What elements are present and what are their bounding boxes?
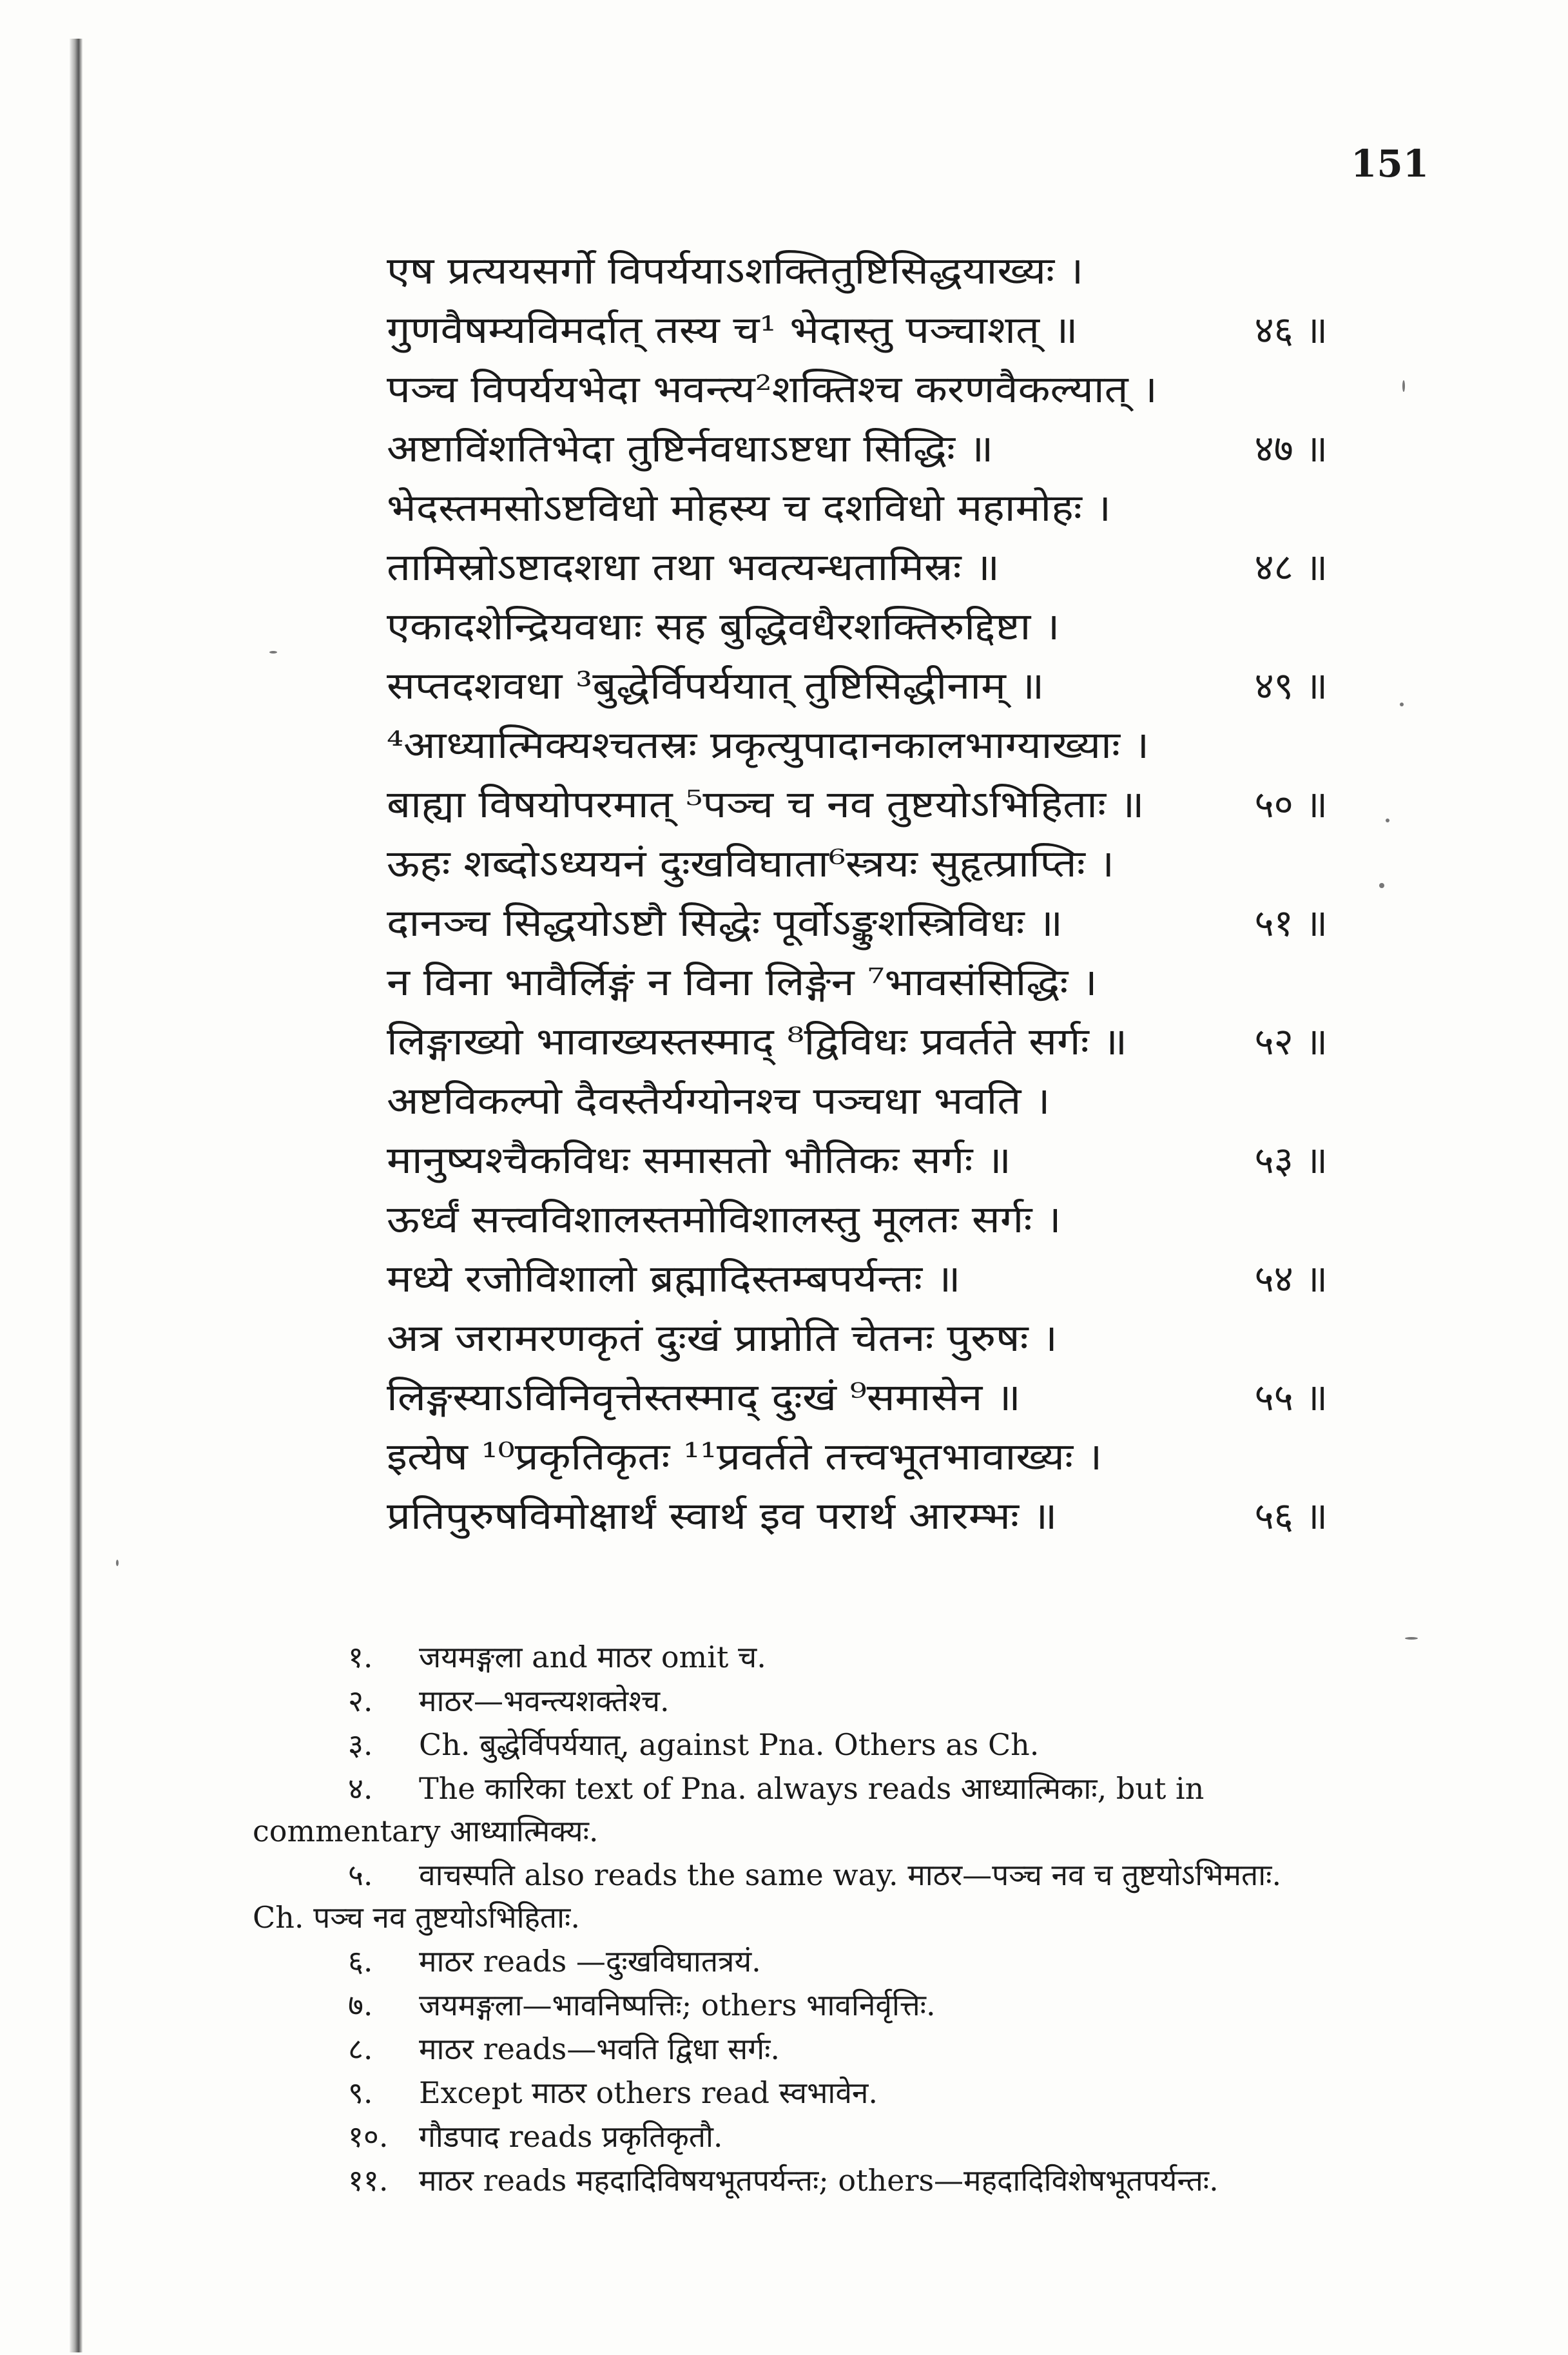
verse-line: अष्टाविंशतिभेदा तुष्टिर्नवधाऽष्टधा सिद्धिः ॥ ४७ ॥ xyxy=(387,427,1328,470)
verse-line: ऊहः शब्दोऽध्ययनं दुःखविघाता⁶स्त्रयः सुहृत्प्राप्तिः । xyxy=(387,842,1115,886)
verse-line: भेदस्तमसोऽष्टविधो मोहस्य च दशविधो महामोहः । xyxy=(387,486,1112,530)
verse-line: अष्टविकल्पो दैवस्तैर्यग्योनश्च पञ्चधा भवति । xyxy=(387,1079,1050,1123)
verse-line: पञ्च विपर्ययभेदा भवन्त्य²शक्तिश्च करणवैकल्यात् । xyxy=(387,367,1157,411)
verse-line: मध्ये रजोविशालो ब्रह्मादिस्तम्बपर्यन्तः ॥ ५४ ॥ xyxy=(387,1257,1328,1301)
verse-line: दानञ्च सिद्धयोऽष्टौ सिद्धेः पूर्वोऽङ्कुशस्त्रिविधः ॥ ५१ ॥ xyxy=(387,901,1328,945)
verse-line: बाह्या विषयोपरमात् ⁵पञ्च च नव तुष्टयोऽभिहिताः ॥ ५० ॥ xyxy=(387,782,1328,826)
footnote-marker: ८. xyxy=(348,2031,373,2066)
scan-speck xyxy=(1386,819,1389,822)
footnote xyxy=(348,1725,1039,1765)
verse-line: इत्येष ¹⁰प्रकृतिकृतः ¹¹प्रवर्तते तत्त्वभूतभावाख्यः । xyxy=(387,1435,1103,1478)
scan-speck xyxy=(269,651,277,654)
footnote-marker: ७. xyxy=(348,1988,373,2022)
footnote xyxy=(348,1855,1281,1895)
verse-line: ⁴आध्यात्मिक्यश्चतस्रः प्रकृत्युपादानकालभाग्याख्याः । xyxy=(387,723,1150,767)
scan-speck xyxy=(1379,883,1384,888)
footnote-text: जयमङ्गला—भावनिष्पत्तिः; others भावनिर्वृत्तिः. xyxy=(419,1988,936,2022)
footnote xyxy=(348,2160,1219,2200)
footnote xyxy=(348,2117,723,2156)
verse-line: मानुष्यश्चैकविधः समासतो भौतिकः सर्गः ॥ ५३ ॥ xyxy=(387,1138,1328,1182)
footnote-text: वाचस्पति also reads the same way. माठर—पञ्च नव च तुष्टयोऽभिमताः. xyxy=(419,1857,1282,1892)
footnote-marker: २. xyxy=(348,1683,373,1718)
footnote-marker: ११. xyxy=(348,2163,389,2198)
footnote xyxy=(348,1681,670,1721)
footnote xyxy=(348,1769,1204,1808)
footnote xyxy=(348,2029,780,2069)
footnote-marker: ४. xyxy=(348,1771,373,1806)
footnote-text: माठर reads महदादिविषयभूतपर्यन्तः; others—महदादिविशेषभूतपर्यन्तः. xyxy=(419,2163,1219,2198)
footnote-text: माठर—भवन्त्यशक्तेश्च. xyxy=(419,1683,670,1718)
footnote xyxy=(348,2073,878,2113)
footnote-marker: १. xyxy=(348,1640,373,1674)
page-number: 151 xyxy=(1351,142,1429,186)
footnote-marker: ९. xyxy=(348,2075,373,2110)
verse-line: लिङ्गाख्यो भावाख्यस्तस्माद् ⁸द्विविधः प्रवर्तते सर्गः ॥ ५२ ॥ xyxy=(387,1020,1328,1063)
footnote-text: गौडपाद reads प्रकृतिकृतौ. xyxy=(419,2119,723,2154)
footnote-marker: १०. xyxy=(348,2119,389,2154)
verse-line: गुणवैषम्यविमर्दात् तस्य च¹ भेदास्तु पञ्चाशत् ॥ ४६ ॥ xyxy=(387,308,1328,352)
footnote-text: The कारिका text of Pna. always reads आध्यात्मिकाः, but in xyxy=(419,1771,1205,1806)
verse-line: अत्र जरामरणकृतं दुःखं प्राप्नोति चेतनः पुरुषः । xyxy=(387,1316,1058,1360)
footnote-continuation: Ch. पञ्च नव तुष्टयोऽभिहिताः. xyxy=(253,1900,580,1935)
footnote-text: Ch. बुद्धेर्विपर्ययात्, against Pna. Others as Ch. xyxy=(419,1727,1040,1762)
scan-speck xyxy=(1400,703,1404,706)
binding-shadow xyxy=(70,39,82,2352)
verse-line: ऊर्ध्वं सत्त्वविशालस्तमोविशालस्तु मूलतः सर्गः । xyxy=(387,1197,1061,1241)
footnote xyxy=(348,1941,761,1981)
verse-line: तामिस्रोऽष्टादशधा तथा भवत्यन्धतामिस्रः ॥ ४८ ॥ xyxy=(387,545,1328,589)
verse-line: एष प्रत्ययसर्गो विपर्ययाऽशक्तितुष्टिसिद्धयाख्यः । xyxy=(387,249,1084,293)
footnote-text: माठर reads—भवति द्विधा सर्गः. xyxy=(419,2031,780,2066)
footnote-text: माठर reads —दुःखविघातत्रयं. xyxy=(419,1944,761,1979)
footnote xyxy=(348,1985,936,2025)
scan-speck xyxy=(116,1560,119,1566)
scan-speck xyxy=(1402,380,1405,392)
verse-line: एकादशेन्द्रियवधाः सह बुद्धिवधैरशक्तिरुद्दिष्टा । xyxy=(387,605,1060,648)
verse-line: प्रतिपुरुषविमोक्षार्थं स्वार्थ इव परार्थ आरम्भः ॥ ५६ ॥ xyxy=(387,1494,1328,1538)
footnote-continuation: commentary आध्यात्मिक्यः. xyxy=(253,1814,599,1848)
verse-line: लिङ्गस्याऽविनिवृत्तेस्तस्माद् दुःखं ⁹समासेन ॥ ५५ ॥ xyxy=(387,1375,1328,1419)
footnote-marker: ६. xyxy=(348,1944,373,1979)
footnote-marker: ५. xyxy=(348,1857,373,1892)
scan-speck xyxy=(1405,1637,1418,1640)
footnote xyxy=(348,1637,766,1677)
verse-line: न विना भावैर्लिङ्गं न विना लिङ्गेन ⁷भावसंसिद्धिः । xyxy=(387,960,1098,1004)
verse-line: सप्तदशवधा ³बुद्धेर्विपर्ययात् तुष्टिसिद्धीनाम् ॥ ४९ ॥ xyxy=(387,664,1328,708)
footnote-marker: ३. xyxy=(348,1727,373,1762)
footnote-text: जयमङ्गला and माठर omit च. xyxy=(419,1640,766,1674)
footnote-text: Except माठर others read स्वभावेन. xyxy=(419,2075,878,2110)
